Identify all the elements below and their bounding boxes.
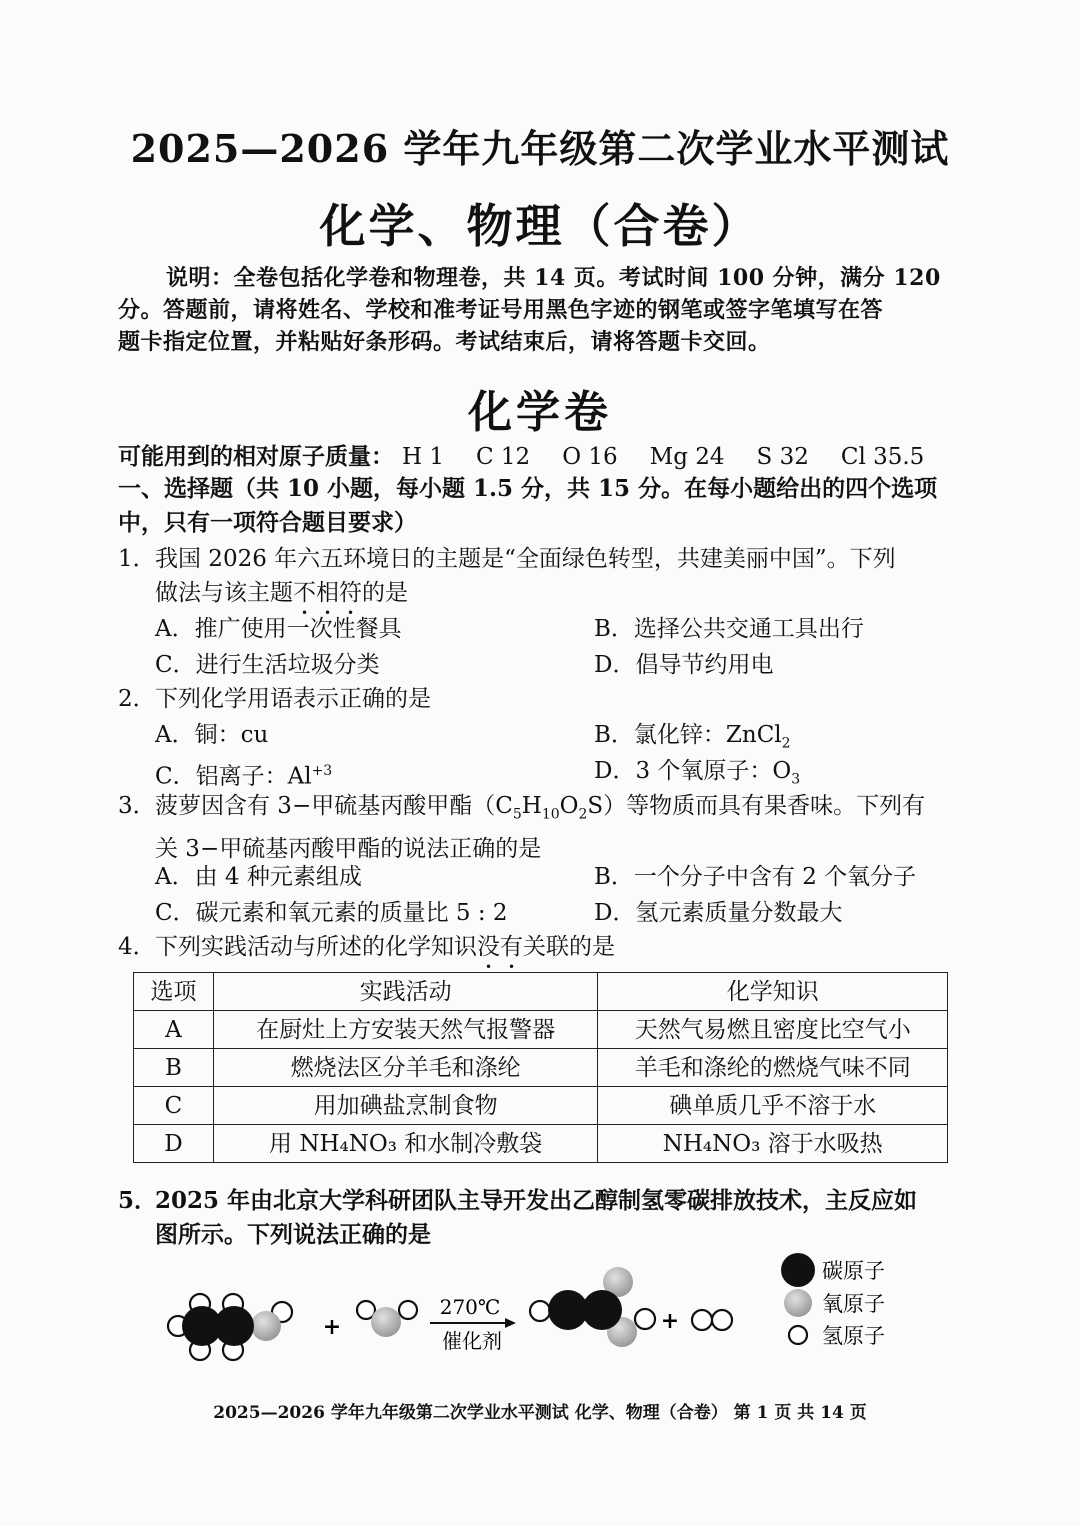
hydrogen-atom: [530, 1301, 550, 1321]
instructions-line-3: 题卡指定位置，并粘贴好条形码。考试结束后，请将答题卡交回。: [118, 329, 771, 355]
option-c: [155, 754, 332, 794]
paper-title: 化学卷: [468, 387, 612, 438]
text-segment: O: [559, 793, 579, 819]
text-segment: 下列实践活动与所述的化学知识: [155, 934, 477, 960]
carbon-atom: [582, 1290, 622, 1330]
emphasis-text: 不相符: [293, 580, 362, 606]
oxygen-atom: [371, 1307, 401, 1337]
question-number: 2．: [118, 686, 156, 712]
carbon-atom: [214, 1306, 254, 1346]
practice-knowledge-table: [133, 972, 948, 1163]
atomic-mass-item: C 12: [476, 444, 531, 470]
option-a: A．铜：cu: [155, 722, 269, 748]
subscript: 2: [781, 735, 791, 752]
question-line: 关 3−甲硫基丙酸甲酯的说法正确的是: [155, 835, 542, 862]
question-number: 1．: [118, 546, 156, 572]
text-segment: D．3 个氧原子：O: [594, 758, 792, 784]
instructions: [118, 262, 968, 358]
question-number: 4．: [118, 934, 156, 960]
question-text: [155, 930, 970, 974]
instructions-line-1: 说明：全卷包括化学卷和物理卷，共 14 页。考试时间 100 分钟，满分 120: [166, 265, 941, 291]
section-heading-line-1: 一、选择题（共 10 小题，每小题 1.5 分，共 15 分。在每小题给出的四个选项: [118, 475, 938, 502]
reaction-diagram: [150, 1250, 910, 1370]
table-cell: D: [134, 1125, 214, 1163]
atom-legend: [781, 1253, 885, 1348]
atomic-mass-item: O 16: [562, 444, 618, 470]
oxygen-atom: [784, 1289, 812, 1317]
section-heading: [118, 472, 968, 540]
legend-hydrogen: 氢原子: [822, 1324, 885, 1348]
question-text: [155, 789, 970, 866]
subscript: 2: [578, 806, 588, 823]
instructions-line-2: 分。答题前，请将姓名、学校和准考证号用黑色字迹的钢笔或签字笔填写在答: [118, 297, 884, 323]
subscript: 3: [791, 771, 801, 788]
legend-oxygen: 氧原子: [822, 1292, 885, 1316]
table-cell: NH₄NO₃ 溶于水吸热: [598, 1125, 948, 1163]
table-cell: C: [134, 1087, 214, 1125]
text-segment: C．铝离子：Al: [155, 763, 312, 790]
question-line: 我国 2026 年六五环境日的主题是“全面绿色转型，共建美丽中国”。下列: [155, 546, 896, 572]
hydrogen-atom: [712, 1310, 732, 1330]
carbon-atom: [781, 1253, 815, 1287]
reaction-catalyst: 催化剂: [442, 1329, 502, 1353]
question-line: 2025 年由北京大学科研团队主导开发出乙醇制氢零碳排放技术，主反应如: [155, 1187, 918, 1214]
table-row: [134, 1125, 948, 1163]
text-segment: 菠萝因含有 3−甲硫基丙酸甲酯（C: [155, 793, 513, 819]
text-segment: 做法与该主题: [155, 580, 293, 606]
question-line: 图所示。下列说法正确的是: [155, 1221, 431, 1248]
table-cell: 燃烧法区分羊毛和涤纶: [213, 1049, 598, 1087]
oxygen-atom: [251, 1311, 281, 1341]
text-segment: H: [521, 793, 542, 819]
hydrogen-atom: [399, 1301, 417, 1319]
table-row: [134, 1011, 948, 1049]
option-c: C．进行生活垃圾分类: [155, 652, 380, 678]
option-a: A．推广使用一次性餐具: [155, 616, 402, 642]
atomic-mass-label: 可能用到的相对原子质量：: [118, 443, 394, 470]
page-footer: 2025—2026 学年九年级第二次学业水平测试 化学、物理（合卷） 第 1 页 共 14 页: [213, 1403, 867, 1423]
emphasis-text: 没有: [477, 934, 523, 960]
arrow-head: [505, 1318, 516, 1328]
text-segment: B．氯化锌：ZnCl: [594, 722, 782, 748]
option-a: A．由 4 种元素组成: [155, 864, 362, 890]
option-d: D．倡导节约用电: [594, 652, 774, 678]
question-line: [155, 789, 970, 832]
hydrogen-atom: [692, 1310, 712, 1330]
plus-sign: +: [660, 1308, 680, 1334]
plus-sign: +: [322, 1314, 342, 1340]
option-b: B．选择公共交通工具出行: [594, 616, 864, 642]
atomic-mass-item: Mg 24: [649, 444, 725, 470]
option-d: D．氢元素质量分数最大: [594, 900, 843, 926]
atomic-mass-item: H 1: [402, 444, 445, 470]
table-row: [134, 1049, 948, 1087]
hydrogen-molecule: [692, 1310, 732, 1330]
atomic-mass-line: [118, 438, 956, 471]
question-text: [155, 542, 970, 620]
table-cell: 羊毛和涤纶的燃烧气味不同: [598, 1049, 948, 1087]
table-header: 选项: [134, 973, 214, 1011]
product-molecule: [530, 1267, 655, 1347]
option-c: C．碳元素和氧元素的质量比 5 : 2: [155, 900, 508, 926]
atomic-mass-item: Cl 35.5: [840, 444, 925, 470]
hydrogen-atom: [789, 1326, 807, 1344]
table-cell: 用 NH₄NO₃ 和水制冷敷袋: [213, 1125, 598, 1163]
text-segment: 关联的是: [523, 934, 615, 960]
superscript: +3: [311, 763, 333, 779]
text-segment: 的是: [362, 580, 408, 606]
subscript: 5: [512, 806, 522, 823]
question-number: 5．: [118, 1187, 158, 1214]
question-text: [155, 1184, 970, 1252]
table-cell: 碘单质几乎不溶于水: [598, 1087, 948, 1125]
text-segment: S）等物质而具有果香味。下列有: [587, 793, 926, 819]
table-cell: 天然气易燃且密度比空气小: [598, 1011, 948, 1049]
table-row: [134, 1087, 948, 1125]
table-cell: 在厨灶上方安装天然气报警器: [213, 1011, 598, 1049]
table-header: 化学知识: [598, 973, 948, 1011]
table-cell: 用加碘盐烹制食物: [213, 1087, 598, 1125]
table-header: 实践活动: [213, 973, 598, 1011]
subscript: 10: [541, 806, 560, 823]
hydrogen-atom: [635, 1309, 655, 1329]
reaction-temperature: 270℃: [439, 1295, 501, 1319]
water-molecule: [357, 1301, 417, 1337]
legend-carbon: 碳原子: [822, 1259, 885, 1283]
option-b: B．一个分子中含有 2 个氧分子: [594, 864, 917, 890]
table-header-row: [134, 973, 948, 1011]
table-cell: B: [134, 1049, 214, 1087]
exam-subtitle: 化学、物理（合卷）: [319, 199, 761, 253]
table-cell: A: [134, 1011, 214, 1049]
question-number: 3．: [118, 793, 156, 819]
section-heading-line-2: 中，只有一项符合题目要求）: [118, 509, 417, 536]
question-text: 下列化学用语表示正确的是: [155, 686, 431, 712]
atomic-mass-item: S 32: [756, 444, 809, 470]
exam-title: 2025—2026 学年九年级第二次学业水平测试: [130, 126, 950, 171]
ethanol-molecule: [168, 1294, 292, 1360]
